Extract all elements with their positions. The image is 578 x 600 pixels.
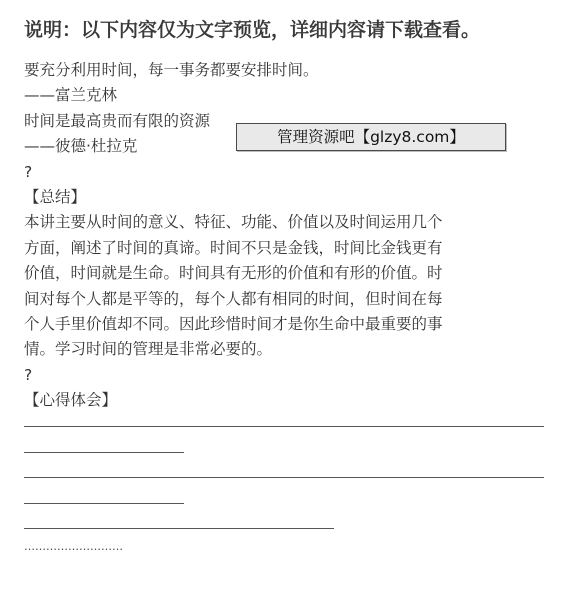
summary-line: 个人手里价值却不同。因此珍惜时间才是你生命中最重要的事 — [24, 314, 443, 333]
summary-line: 间对每个人都是平等的，每个人都有相同的时间，但时间在每 — [24, 289, 443, 308]
question-marker: ? — [24, 162, 33, 181]
quote-drucker-author: ——彼德·杜拉克 — [24, 137, 138, 156]
quote-franklin: 要充分利用时间，每一事务都要安排时间。 — [24, 61, 319, 79]
writing-line — [24, 439, 556, 464]
ellipsis-dots: ……………………… — [24, 540, 123, 554]
writing-line — [24, 464, 556, 489]
preview-notice: 说明：以下内容仅为文字预览，详细内容请下载查看。 — [24, 19, 481, 41]
summary-line: 本讲主要从时间的意义、特征、功能、价值以及时间运用几个 — [24, 213, 443, 232]
writing-line — [24, 490, 556, 515]
writing-line — [24, 515, 556, 540]
summary-heading: 【总结】 — [24, 187, 87, 206]
quote-drucker: 时间是最高贵而有限的资源 — [24, 111, 211, 130]
summary-line: 方面，阐述了时间的真谛。时间不只是金钱，时间比金钱更有 — [24, 238, 443, 257]
writing-line — [24, 413, 556, 438]
question-marker: ? — [24, 365, 33, 384]
quote-franklin-author: ——富兰克林 — [24, 86, 118, 105]
reflection-heading: 【心得体会】 — [24, 391, 118, 410]
watermark-banner: 管理资源吧【glzy8.com】 — [236, 123, 506, 151]
summary-line: 价值，时间就是生命。时间具有无形的价值和有形的价值。时 — [24, 264, 443, 283]
summary-line: 情。学习时间的管理是非常必要的。 — [24, 340, 273, 359]
summary-paragraph — [24, 210, 556, 362]
